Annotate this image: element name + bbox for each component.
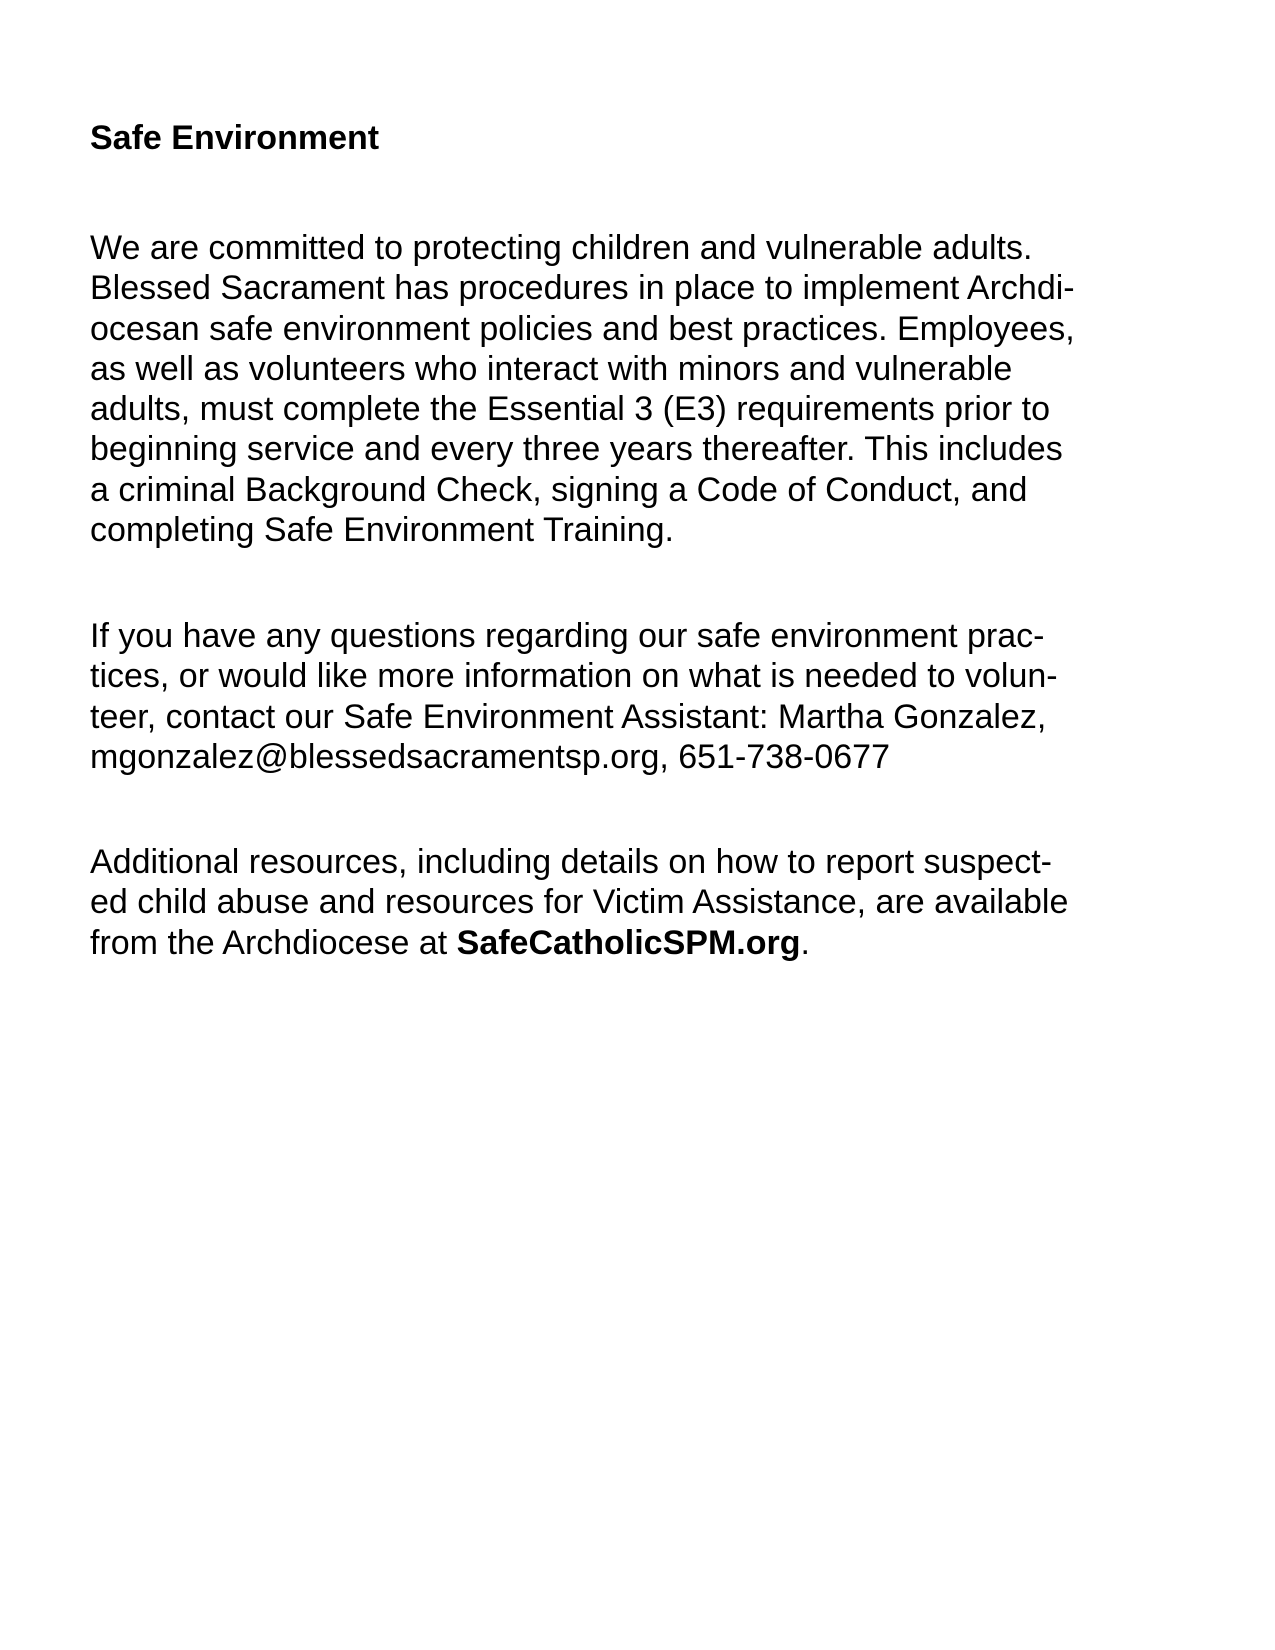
paragraph-line: tices, or would like more information on what is needed to volun- bbox=[90, 657, 1058, 696]
page-title: Safe Environment bbox=[90, 119, 380, 157]
line-suffix: . bbox=[800, 923, 810, 962]
paragraph-line: ocesan safe environment policies and best practices. Employees, bbox=[90, 309, 1075, 348]
resource-website: SafeCatholicSPM.org bbox=[456, 923, 801, 962]
paragraph-contact bbox=[90, 616, 1058, 777]
paragraph-resources bbox=[90, 842, 1068, 963]
paragraph-line: beginning service and every three years thereafter. This includes bbox=[90, 430, 1063, 469]
paragraph-line: completing Safe Environment Training. bbox=[90, 511, 674, 550]
paragraph-line: adults, must complete the Essential 3 (E3) requirements prior to bbox=[90, 390, 1050, 429]
line-prefix: from the Archdiocese at bbox=[90, 923, 457, 962]
paragraph-line: a criminal Background Check, signing a Code of Conduct, and bbox=[90, 470, 1028, 509]
paragraph-line: Additional resources, including details on how to report suspect- bbox=[90, 843, 1052, 881]
paragraph-line: ed child abuse and resources for Victim Assistance, are available bbox=[90, 883, 1069, 922]
paragraph-line: If you have any questions regarding our safe environment prac- bbox=[90, 617, 1045, 655]
paragraph-line: as well as volunteers who interact with minors and vulnerable bbox=[90, 349, 1013, 388]
paragraph-line bbox=[90, 923, 1068, 963]
paragraph-line: We are committed to protecting children and vulnerable adults. bbox=[90, 229, 1033, 267]
paragraph-line: Blessed Sacrament has procedures in place to implement Archdi- bbox=[90, 269, 1075, 308]
paragraph-commitment bbox=[90, 228, 1075, 550]
paragraph-line: teer, contact our Safe Environment Assistant: Martha Gonzalez, bbox=[90, 697, 1047, 736]
contact-details-line: mgonzalez@blessedsacramentsp.org, 651-738-0677 bbox=[90, 737, 890, 776]
